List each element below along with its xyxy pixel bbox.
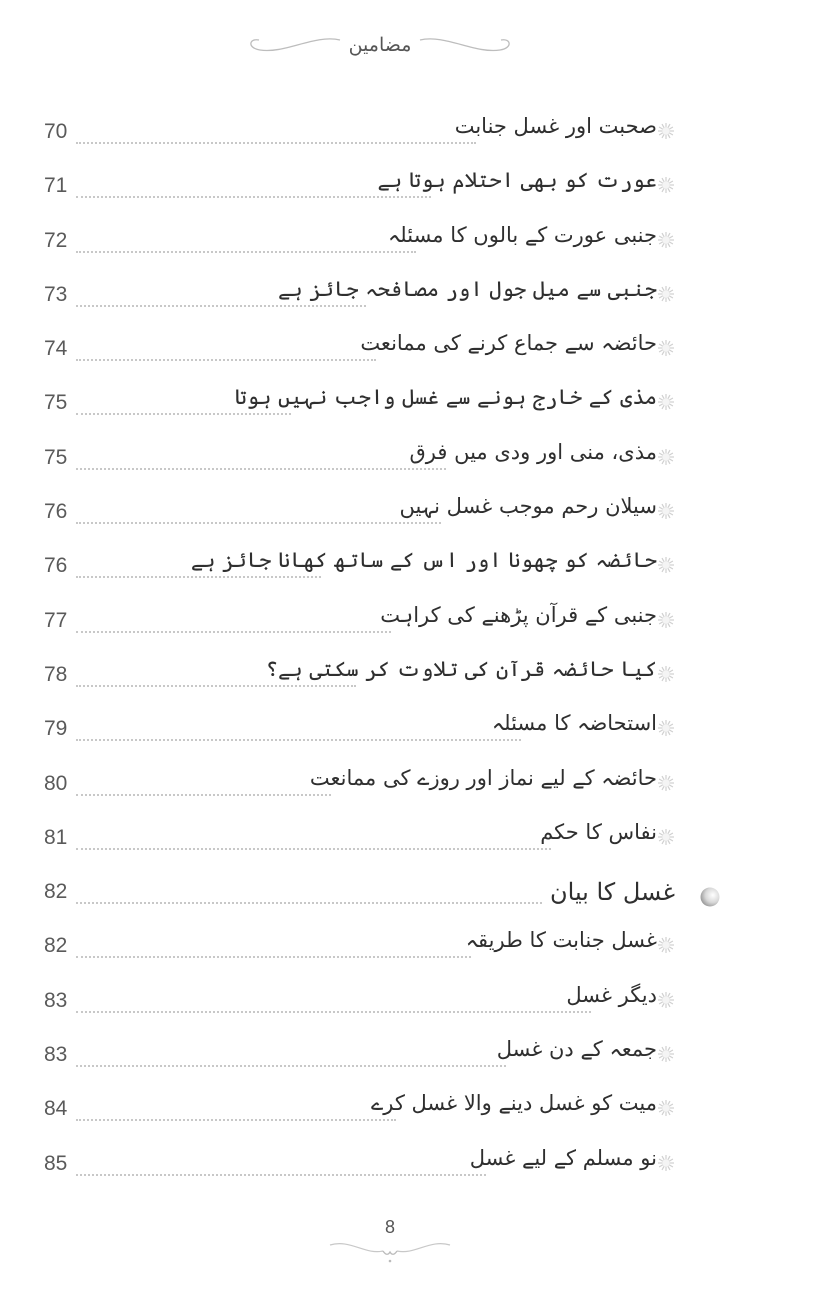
sunburst-bullet-icon	[657, 1099, 675, 1117]
dot-leader	[76, 413, 291, 415]
toc-page-number: 82	[44, 880, 68, 904]
toc-entry[interactable]	[0, 705, 817, 759]
toc-entry[interactable]	[0, 542, 817, 596]
toc-entry-title: کیا حائضہ قرآن کی تلاوت کر سکتی ہے؟	[258, 657, 657, 681]
sunburst-bullet-icon	[657, 1045, 675, 1063]
toc-page-number: 70	[44, 120, 68, 143]
toc-entry-title: سیلان رحم موجب غسل نہیں	[392, 494, 657, 518]
toc-page-number: 75	[44, 445, 68, 469]
toc-entry[interactable]	[0, 108, 817, 162]
toc-entry[interactable]	[0, 325, 817, 379]
toc-entry[interactable]	[0, 162, 817, 216]
dot-leader	[76, 739, 521, 741]
dot-leader	[76, 902, 566, 904]
page-footer	[325, 1217, 455, 1267]
toc-entry[interactable]	[0, 977, 817, 1031]
sunburst-bullet-icon	[657, 774, 675, 792]
toc-entry[interactable]	[0, 217, 817, 271]
sunburst-bullet-icon	[657, 176, 675, 194]
toc-entry[interactable]	[0, 1031, 817, 1085]
dot-leader	[76, 576, 321, 578]
toc-entry-title: دیگر غسل	[558, 983, 657, 1007]
sunburst-bullet-icon	[657, 231, 675, 249]
toc-entry-title: حائضہ سے جماع کرنے کی ممانعت	[352, 331, 657, 355]
toc-page-number: 85	[44, 1151, 68, 1175]
toc-entry-title: جنبی عورت کے بالوں کا مسئلہ	[380, 223, 657, 247]
toc-entry[interactable]	[0, 651, 817, 705]
dot-leader	[76, 196, 431, 198]
toc-entry-title: غسل کا بیان	[542, 878, 675, 906]
toc-entry-title: استحاضہ کا مسئلہ	[484, 711, 657, 735]
toc-entry-title: غسل جنابت کا طریقہ	[458, 928, 657, 952]
dot-leader	[76, 1174, 486, 1176]
toc-entry-title: میت کو غسل دینے والا غسل کرے	[363, 1091, 657, 1115]
sphere-bullet-icon	[699, 886, 721, 908]
sunburst-bullet-icon	[657, 828, 675, 846]
toc-entry[interactable]	[0, 922, 817, 976]
dot-leader	[76, 1119, 396, 1121]
toc-entry[interactable]	[0, 1140, 817, 1194]
toc-entry[interactable]	[0, 597, 817, 651]
dot-leader	[76, 631, 391, 633]
sunburst-bullet-icon	[657, 665, 675, 683]
sunburst-bullet-icon	[657, 448, 675, 466]
table-of-contents	[0, 108, 817, 1194]
sunburst-bullet-icon	[657, 936, 675, 954]
dot-leader	[76, 956, 471, 958]
dot-leader	[76, 251, 416, 253]
sunburst-bullet-icon	[657, 122, 675, 140]
toc-entry-title: مذی کے خارج ہونے سے غسل واجب نہیں ہوتا	[226, 385, 657, 409]
toc-page-number: 72	[44, 228, 68, 252]
dot-leader	[76, 305, 366, 307]
toc-page-number: 84	[44, 1097, 68, 1121]
dot-leader	[76, 1011, 591, 1013]
toc-entry[interactable]	[0, 488, 817, 542]
toc-entry[interactable]	[0, 434, 817, 488]
footer-ornament-icon	[325, 1233, 455, 1267]
dot-leader	[76, 142, 476, 144]
sunburst-bullet-icon	[657, 611, 675, 629]
toc-entry[interactable]	[0, 760, 817, 814]
dot-leader	[76, 359, 376, 361]
toc-entry-title: صحبت اور غسل جنابت	[447, 114, 657, 138]
toc-entry-title: حائضہ کے لیے نماز اور روزے کی ممانعت	[302, 766, 657, 790]
toc-entry-title: عورت کو بھی احتلام ہوتا ہے	[370, 168, 657, 192]
toc-page-number: 80	[44, 771, 68, 795]
dot-leader	[76, 794, 331, 796]
sunburst-bullet-icon	[657, 285, 675, 303]
toc-entry-title: جنبی سے میل جول اور مصافحہ جائز ہے	[270, 277, 657, 301]
toc-chapter-entry[interactable]	[0, 868, 817, 922]
toc-page-number: 83	[44, 1043, 68, 1067]
toc-page-number: 81	[44, 825, 68, 849]
page-number: 8	[384, 1217, 395, 1237]
toc-page-number: 76	[44, 554, 68, 578]
toc-page-number: 77	[44, 608, 68, 632]
sunburst-bullet-icon	[657, 991, 675, 1009]
page-header	[245, 28, 515, 68]
toc-entry-title: جمعہ کے دن غسل	[489, 1037, 657, 1061]
sunburst-bullet-icon	[657, 502, 675, 520]
dot-leader	[76, 1065, 506, 1067]
toc-page-number: 71	[44, 174, 68, 198]
toc-page-number: 73	[44, 282, 68, 306]
dot-leader	[76, 522, 441, 524]
toc-entry-title: مذی، منی اور ودی میں فرق	[402, 440, 658, 464]
toc-entry[interactable]	[0, 1085, 817, 1139]
sunburst-bullet-icon	[657, 393, 675, 411]
toc-page-number: 79	[44, 717, 68, 741]
toc-entry-title: نفاس کا حکم	[532, 820, 657, 844]
toc-entry-title: جنبی کے قرآن پڑھنے کی کراہت	[372, 603, 657, 627]
dot-leader	[76, 848, 551, 850]
dot-leader	[76, 685, 356, 687]
toc-entry[interactable]	[0, 379, 817, 433]
toc-entry[interactable]	[0, 814, 817, 868]
section-title: مضامین	[348, 34, 412, 56]
toc-page-number: 75	[44, 391, 68, 415]
toc-page-number: 76	[44, 500, 68, 524]
toc-page-number: 74	[44, 337, 68, 361]
toc-page-number: 82	[44, 934, 68, 958]
toc-entry-title: نو مسلم کے لیے غسل	[462, 1146, 657, 1170]
toc-entry-title: حائضہ کو چھونا اور اس کے ساتھ کھانا جائز ہے	[183, 548, 657, 572]
sunburst-bullet-icon	[657, 1154, 675, 1172]
toc-entry[interactable]	[0, 271, 817, 325]
toc-page-number: 83	[44, 988, 68, 1012]
dot-leader	[76, 468, 446, 470]
sunburst-bullet-icon	[657, 556, 675, 574]
sunburst-bullet-icon	[657, 719, 675, 737]
toc-page-number: 78	[44, 662, 68, 686]
sunburst-bullet-icon	[657, 339, 675, 357]
